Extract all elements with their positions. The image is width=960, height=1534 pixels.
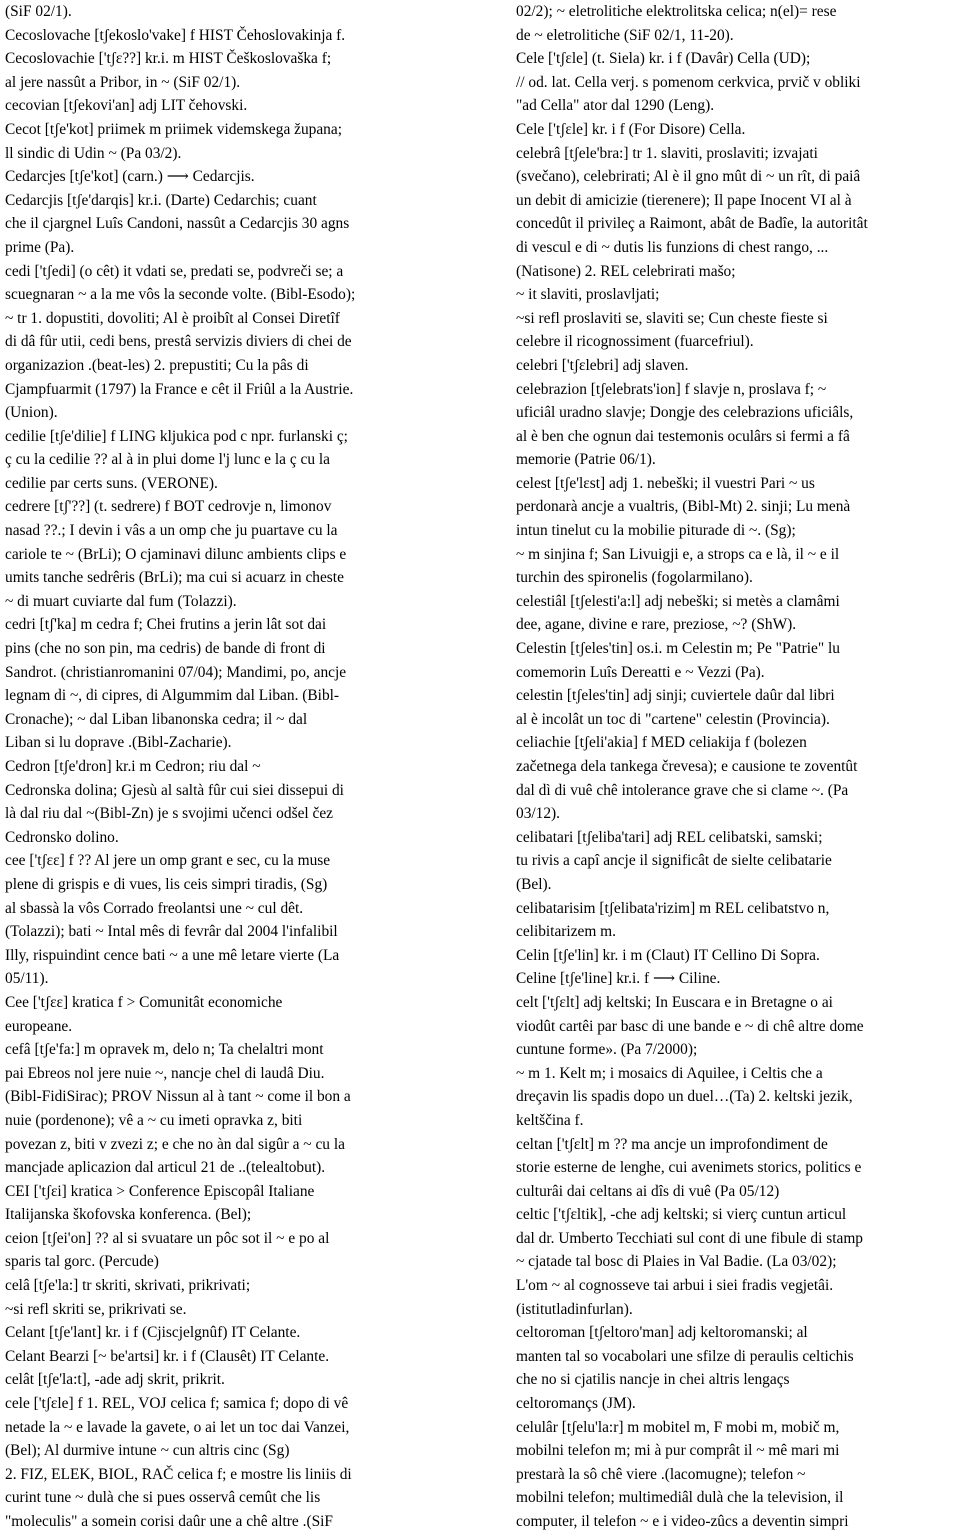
dictionary-text-line: // od. lat. Cella verj. s pomenom cerkvica, prvič v obliki [516,73,861,91]
dictionary-text-line: curint tune ~ dulà che si pues osservâ cemût che lis [5,1489,321,1507]
dictionary-text-line: al sbassà la vôs Corrado freolantsi une ~ cul dêt. [5,899,304,917]
dictionary-text-line: ~ tr 1. dopustiti, dovoliti; Al è proibît al Consei Diretîf [5,309,340,327]
dictionary-text-line: celtoroman [tʃeltoro'man] adj keltoromanski; al [516,1324,808,1342]
dictionary-text-line: Cele ['tʃɛle] (t. Siela) kr. i f (Davâr) Cella (UD); [516,50,811,68]
dictionary-text-line: celiachie [tʃeli'akia] f MED celiakija f (bolezen [516,734,807,752]
dictionary-text-line: prestarà la sô chê viere .(lacomugne); telefon ~ [516,1465,806,1483]
dictionary-text-line: cedilie par certs suns. (VERONE). [5,474,218,492]
dictionary-text-line: (Bel). [516,875,552,893]
dictionary-text-line: Celant Bearzi [~ be'artsi] kr. i f (Clausêt) IT Celante. [5,1347,330,1365]
dictionary-text-line: de ~ eletrolitiche (SiF 02/1, 11-20). [516,26,734,44]
dictionary-text-line: cee ['tʃɛɛ] f ?? Al jere un omp grant e sec, cu la muse [5,852,331,870]
dictionary-text-line: storie esterne de lenghe, cui avenimets storics, politics e [516,1159,862,1177]
dictionary-text-line: (Tolazzi); bati ~ Intal mês di fevrâr dal 2004 l'infalibil [5,923,338,941]
dictionary-text-line: nasad ??.; I devin i vâs a un omp che ju puartave cu la [5,522,338,540]
dictionary-text-line: scuegnaran ~ a la me vôs la seconde volte. (Bibl-Esodo); [5,286,356,304]
dictionary-text-line: al è ben che ognun dai testemonis oculârs si fermi a fâ [516,427,850,445]
dictionary-text-line: mobilni telefon; multimediâl dulà che la television, il [516,1489,844,1507]
dictionary-text-line: dal dr. Umberto Tecchiati sul cont di une fibule di stamp [516,1229,863,1247]
dictionary-text-line: celebri ['tʃɛlebri] adj slaven. [516,356,689,374]
dictionary-text-line: ~ m 1. Kelt m; i mosaics di Aquilee, i Celtis che a [516,1064,823,1082]
dictionary-text-line: cecovian [tʃekovi'an] adj LIT čehovski. [5,97,248,115]
dictionary-text-line: L'om ~ al cognosseve tai arbui i siei fradis vegjetâi. [516,1277,834,1295]
dictionary-text-line: "ad Cella" ator dal 1290 (Leng). [516,97,715,115]
dictionary-text-line: ll sindic di Udin ~ (Pa 03/2). [5,144,182,162]
dictionary-text-line: celebrazion [tʃelebrats'ion] f slavje n, proslava f; ~ [516,380,827,398]
dictionary-text-line: pins (che no son pin, ma cedris) de bande di front di [5,640,326,658]
dictionary-text-line: celtoromançs (JM). [516,1395,636,1413]
dictionary-text-line: celestin [tʃeles'tin] adj sinji; cuviertele daûr dal libri [516,687,835,705]
dictionary-text-line: Cele ['tʃɛle] kr. i f (For Disore) Cella. [516,120,746,138]
dictionary-text-line: (SiF 02/1). [5,3,72,20]
dictionary-text-line: ~si refl proslaviti se, slaviti se; Cun cheste fieste si [516,309,828,327]
dictionary-text-line: Illy, rispuindint cence bati ~ a une mê letare vierte (La [5,946,340,964]
dictionary-text-line: ç cu la cedilie ?? al à in plui dome l'j lunc e la ç cu la [5,451,330,469]
dictionary-text-line: tu rivis a capî ancje il significât de sielte celibatarie [516,852,832,870]
dictionary-text-line: celebre il ricognossiment (fuarcefriul). [516,333,754,351]
dictionary-text-line: ~ cjatade tal bosc di Plaies in Val Badie. (La 03/02); [516,1253,837,1271]
dictionary-text-line: (Natisone) 2. REL celebrirati mašo; [516,262,736,280]
dictionary-text-line: là dal riu dal ~(Bibl-Zn) je s svojimi učenci odšel čez [5,805,334,823]
dictionary-text-line: Celestin [tʃeles'tin] os.i. m Celestin m; Pe "Patrie" lu [516,640,840,658]
dictionary-text-line: celibatari [tʃeliba'tari] adj REL celibatski, samski; [516,828,823,846]
dictionary-text-line: celtic ['tʃɛltik], -che adj keltski; si vierç cuntun articul [516,1206,847,1224]
dictionary-text-line: Cecoslovachie ['tʃɛ??] kr.i. m HIST Češkoslovaška f; [5,50,332,68]
dictionary-text-line: uficiâl uradno slavje; Dongje des celebrazions uficiâls, [516,404,854,422]
dictionary-text-line: (Union). [5,404,58,422]
dictionary-text-line: Cjampfuarmit (1797) la France e cêt il Friûl a la Austrie. [5,380,354,398]
dictionary-text-line: celestiâl [tʃelesti'a:l] adj nebeški; si metès a clamâmi [516,592,840,610]
dictionary-text-line: organizazion .(beat-les) 2. prepustiti; Cu la pâs di [5,356,309,374]
dictionary-text-line: sparis tal gorc. (Percude) [5,1253,159,1271]
dictionary-text-line: intun tinelut cu la mobilie piturade di ~. (Sg); [516,522,796,540]
dictionary-text-line: Celin [tʃe'lin] kr. i m (Claut) IT Cellino Di Sopra. [516,946,820,964]
dictionary-text-line: plene di grispis e di vues, lis ceis simpri tiradis, (Sg) [5,875,328,893]
dictionary-text-line: Cedronsko dolino. [5,828,119,846]
dictionary-text-line: cele ['tʃɛle] f 1. REL, VOJ celica f; samica f; dopo di vê [5,1395,349,1413]
dictionary-text-line: povezan z, biti v zvezi z; e che no àn dal sigûr a ~ cu la [5,1135,345,1153]
dictionary-text-line: 05/11). [5,970,49,988]
dictionary-text-line: cedri [tʃ'ka] m cedra f; Chei frutins a jerin lât sot dai [5,616,327,634]
dictionary-text-line: manten tal so vocabolari une sfilze di peraulis celtichis [516,1347,854,1365]
dictionary-text-line: un debit di amicizie (tierenere); Il pape Inocent VI al à [516,191,852,209]
dictionary-text-line: ceion [tʃei'on] ?? al si svuatare un pôc sot il ~ e po al [5,1229,330,1247]
dictionary-text-line: Cee ['tʃɛɛ] kratica f > Comunitât economiche [5,993,283,1011]
dictionary-text-line: (Bel); Al durmive intune ~ cun altris cinc (Sg) [5,1442,290,1460]
dictionary-text-line: Cecot [tʃe'kot] priimek m priimek videmskega župana; [5,120,342,138]
dictionary-text-line: Celant [tʃe'lant] kr. i f (Cjiscjelgnûf) IT Celante. [5,1324,301,1342]
dictionary-text-line: Liban si lu doprave .(Bibl-Zacharie). [5,734,232,752]
right-column [516,0,954,1534]
dictionary-text-line: Cecoslovache [tʃekoslo'vake] f HIST Čehoslovakinja f. [5,26,346,44]
dictionary-text-line: europeane. [5,1017,73,1035]
dictionary-text-line: celtan ['tʃɛlt] m ?? ma ancje un improfondiment de [516,1135,828,1153]
dictionary-text-line: dreçavin lis spadis dopo un duel…(Ta) 2. keltski jezik, [516,1088,853,1106]
dictionary-text-line: ~si refl skriti se, prikrivati se. [5,1300,187,1318]
dictionary-text-line: celest [tʃe'lɛst] adj 1. nebeški; il vuestri Pari ~ us [516,474,815,492]
dictionary-text-line: Celine [tʃe'line] kr.i. f ⟶ Ciline. [516,970,721,988]
dictionary-text-line: culturâi dai celtans ai dîs di vuê (Pa 05/12) [516,1182,780,1200]
dictionary-text-line: celâ [tʃe'la:] tr skriti, skrivati, prikrivati; [5,1277,251,1295]
left-column [5,0,451,1534]
dictionary-text-line: computer, il telefon ~ e i video-zûcs a deventin simpri [516,1513,849,1530]
dictionary-text-line: prime (Pa). [5,238,75,256]
dictionary-text-line: perdonarà ancje a vualtris, (Bibl-Mt) 2. sinji; Lu menà [516,498,851,516]
dictionary-text-line: legnam di ~, di cipres, di Algummim dal Liban. (Bibl- [5,687,340,705]
dictionary-text-line: mancjade aplicazion dal articul 21 de ..(telealtobut). [5,1159,326,1177]
dictionary-text-line: viodût cartêi par basc di une bande e ~ di chê altre dome [516,1017,864,1035]
dictionary-text-line: celulâr [tʃelu'la:r] m mobitel m, F mobi m, mobič m, [516,1418,840,1436]
dictionary-text-line: (istitutladinfurlan). [516,1300,633,1318]
dictionary-text-line: al jere nassût a Pribor, in ~ (SiF 02/1). [5,73,241,91]
dictionary-text-line: dal dì di vuê chê intolerance grave che si clame ~. (Pa [516,781,849,799]
dictionary-text-line: cedilie [tʃe'dilie] f LING kljukica pod c npr. furlanski ç; [5,427,348,445]
dictionary-text-line: Cedron [tʃe'dron] kr.i m Cedron; riu dal ~ [5,758,261,775]
dictionary-text-line: Cedarcjis [tʃe'darqis] kr.i. (Darte) Cedarchis; cuant [5,191,317,209]
dictionary-text-line: comemorin Luîs Dereatti e ~ Vezzi (Pa). [516,663,765,681]
dictionary-text-line: cariole te ~ (BrLi); O cjaminavi dilunc ambients clips e [5,545,347,563]
dictionary-text-line: turchin des spironelis (fogolarmilano). [516,569,753,587]
dictionary-text-line: cedi ['tʃedi] (o cêt) it vdati se, predati se, podvreči se; a [5,262,344,280]
dictionary-text-line: cefâ [tʃe'fa:] m opravek m, delo n; Ta chelaltri mont [5,1041,324,1059]
dictionary-text-line: "moleculis" a somein corisi daûr une a chê altre .(SiF [5,1513,333,1530]
dictionary-text-line: che no si cjatilis nancje in chei altris lengaçs [516,1371,790,1389]
dictionary-text-line: celât [tʃe'la:t], -ade adj skrit, prikrit. [5,1371,225,1389]
dictionary-text-line: al è incolât un toc di "cartene" celestin (Provincia). [516,710,830,728]
dictionary-text-line: concedût il privileç a Raimont, abât de Badîe, la autoritât [516,215,868,233]
dictionary-text-line: di dâ fûr utii, cedi bens, prestâ servizis diviers di chei de [5,333,352,351]
dictionary-text-line: Italijanska škofovska konferenca. (Bel); [5,1206,252,1224]
dictionary-text-line: cedrere [tʃ'??] (t. sedrere) f BOT cedrovje n, limonov [5,498,332,516]
dictionary-text-line: celt ['tʃɛlt] adj keltski; In Euscara e in Bretagne o ai [516,993,833,1011]
dictionary-text-line: 03/12). [516,805,561,823]
dictionary-text-line: di vescul e di ~ dutis lis funzions di chest rango, ... [516,238,829,256]
dictionary-text-line: 02/2); ~ eletrolitiche elektrolitska celica; n(el)= rese [516,3,837,20]
dictionary-text-line: ~ di muart cuviarte dal fum (Tolazzi). [5,592,237,610]
dictionary-text-line: celibitarizem m. [516,923,616,941]
dictionary-text-line: (Bibl-FidiSirac); PROV Nissun al à tant ~ come il bon a [5,1088,351,1106]
dictionary-text-line: začetnega dela tankega črevesa); e causione te zoventût [516,758,858,775]
dictionary-text-line: memorie (Patrie 06/1). [516,451,656,469]
dictionary-text-line: pai Ebreos nol jere nuie ~, nancje chel di laudâ Diu. [5,1064,325,1082]
dictionary-text-line: 2. FIZ, ELEK, BIOL, RAČ celica f; e mostre lis liniis di [5,1465,352,1483]
dictionary-text-line: ~ m sinjina f; San Livuigji e, a strops ca e là, il ~ e il [516,545,840,563]
dictionary-text-line: cuntune forme». (Pa 7/2000); [516,1041,698,1059]
dictionary-text-line: Sandrot. (christianromanini 07/04); Mandimi, po, ancje [5,663,347,681]
dictionary-text-line: Cedarcjes [tʃe'kot] (carn.) ⟶ Cedarcjis. [5,168,255,186]
dictionary-text-line: celibatarisim [tʃelibata'rizim] m REL celibatstvo n, [516,899,830,917]
dictionary-text-line: ~ it slaviti, proslavljati; [516,286,660,304]
dictionary-text-line: nuie (pordenone); vê a ~ cu imeti opravka z, biti [5,1111,303,1129]
dictionary-text-line: mobilni telefon m; mi à pur comprât il ~ mê mari mi [516,1442,840,1460]
dictionary-text-line: CEI ['tʃɛi] kratica > Conference Episcopâl Italiane [5,1182,315,1200]
dictionary-text-line: Cedronska dolina; Gjesù al saltà fûr cui siei dissepui di [5,781,344,799]
dictionary-text-line: Cronache); ~ dal Liban libanonska cedra; il ~ dal [5,710,308,728]
dictionary-text-line: (svečano), celebrirati; Al è il gno mût di ~ un rît, di paiâ [516,168,861,186]
dictionary-text-line: che il cjargnel Luîs Candoni, nassût a Cedarcjis 30 agns [5,215,350,233]
dictionary-text-line: keltščina f. [516,1111,584,1129]
dictionary-text-line: umits tanche sedrêris (BrLi); ma cui si acuarz in cheste [5,569,344,587]
dictionary-text-line: celebrâ [tʃele'bra:] tr 1. slaviti, proslaviti; izvajati [516,144,818,162]
dictionary-text-line: dee, agane, divine e rare, preziose, ~? (ShW). [516,616,797,634]
dictionary-text-line: netade la ~ e lavade la gavete, o ai let un toc dai Vanzei, [5,1418,350,1436]
